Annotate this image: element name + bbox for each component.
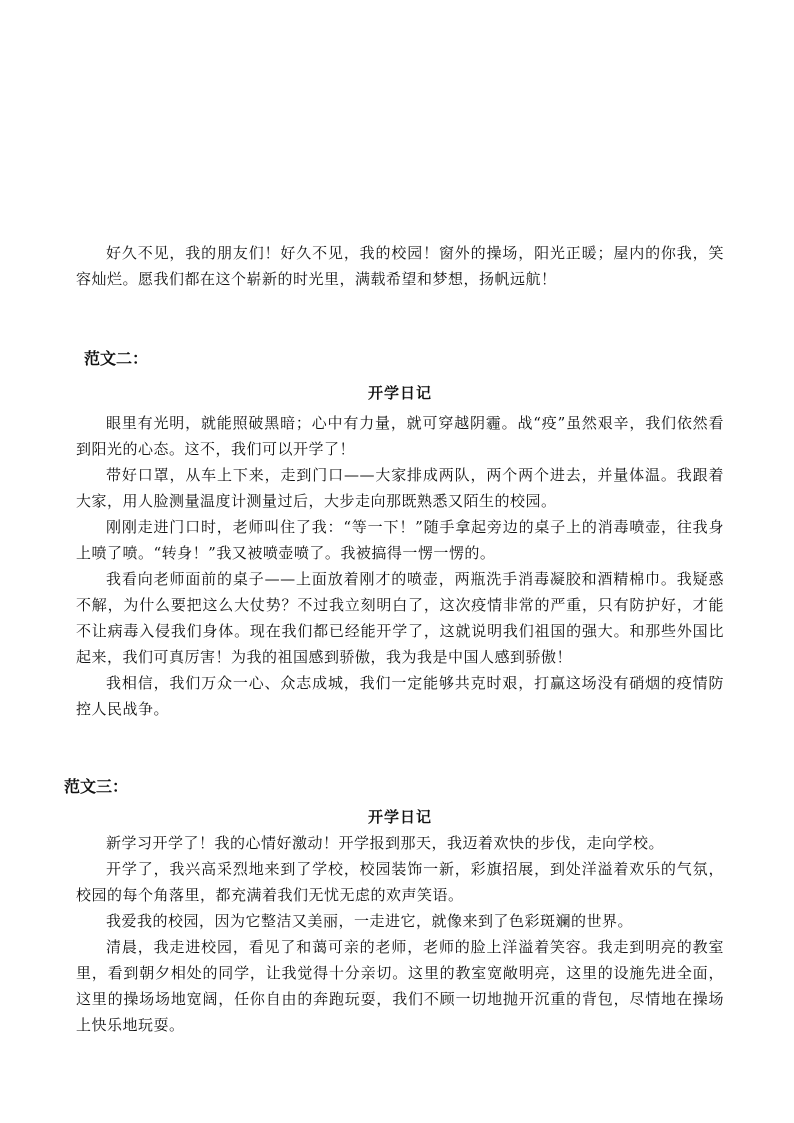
intro-paragraph: 好久不见，我的朋友们！好久不见，我的校园！窗外的操场，阳光正暖；屋内的你我，笑容灿烂。愿我们都在这个崭新的时光里，满载希望和梦想，扬帆远航！ [76, 244, 724, 288]
essay-three-paragraph: 新学习开学了！我的心情好激动！开学报到那天，我迈着欢快的步伐，走向学校。 [106, 834, 665, 852]
essay-three-section [64, 774, 724, 1038]
essay-two-title: 开学日记 [367, 384, 432, 402]
essay-two-paragraph: 刚刚走进门口时，老师叫住了我：“等一下！”随手拿起旁边的桌子上的消毒喷壶，往我身上喷了喷。“转身！”我又被喷壶喷了。我被搞得一愣一愣的。 [76, 518, 724, 562]
intro-section [76, 240, 724, 292]
essay-two-section [76, 346, 724, 722]
essay-two-paragraph: 眼里有光明，就能照破黑暗；心中有力量，就可穿越阴霾。战“疫”虽然艰辛，我们依然看到阳光的心态。这不，我们可以开学了！ [76, 414, 724, 458]
essay-three-paragraph: 清晨，我走进校园，看见了和蔼可亲的老师，老师的脸上洋溢着笑容。我走到明亮的教室里，看到朝夕相处的同学，让我觉得十分亲切。这里的教室宽敞明亮，这里的设施先进全面，这里的操场场地宽阔，任你自由的奔跑玩耍，我们不顾一切地抛开沉重的背包，尽情地在操场上快乐地玩耍。 [76, 938, 724, 1034]
essay-two-paragraph: 带好口罩，从车上下来，走到门口——大家排成两队，两个两个进去，并量体温。我跟着大家，用人脸测量温度计测量过后，大步走向那既熟悉又陌生的校园。 [76, 466, 724, 510]
essay-two-paragraph: 我相信，我们万众一心、众志成城，我们一定能够共克时艰，打赢这场没有硝烟的疫情防控人民战争。 [76, 674, 724, 718]
essay-three-paragraph: 我爱我的校园，因为它整洁又美丽，一走进它，就像来到了色彩斑斓的世界。 [106, 912, 634, 930]
essay-three-title: 开学日记 [367, 808, 432, 826]
essay-three-paragraph: 开学了，我兴高采烈地来到了学校，校园装饰一新，彩旗招展，到处洋溢着欢乐的气氛，校园的每个角落里，都充满着我们无忧无虑的欢声笑语。 [76, 860, 724, 904]
essay-three-heading: 范文三： [64, 777, 129, 796]
essay-two-paragraph: 我看向老师面前的桌子——上面放着刚才的喷壶，两瓶洗手消毒凝胶和酒精棉巾。我疑惑不解，为什么要把这么大仗势？不过我立刻明白了，这次疫情非常的严重，只有防护好，才能不让病毒入侵我们身体。现在我们都已经能开学了，这就说明我们祖国的强大。和那些外国比起来，我们可真厉害！为我的祖国感到骄傲，我为我是中国人感到骄傲！ [76, 570, 724, 666]
essay-two-heading: 范文二： [84, 349, 149, 368]
